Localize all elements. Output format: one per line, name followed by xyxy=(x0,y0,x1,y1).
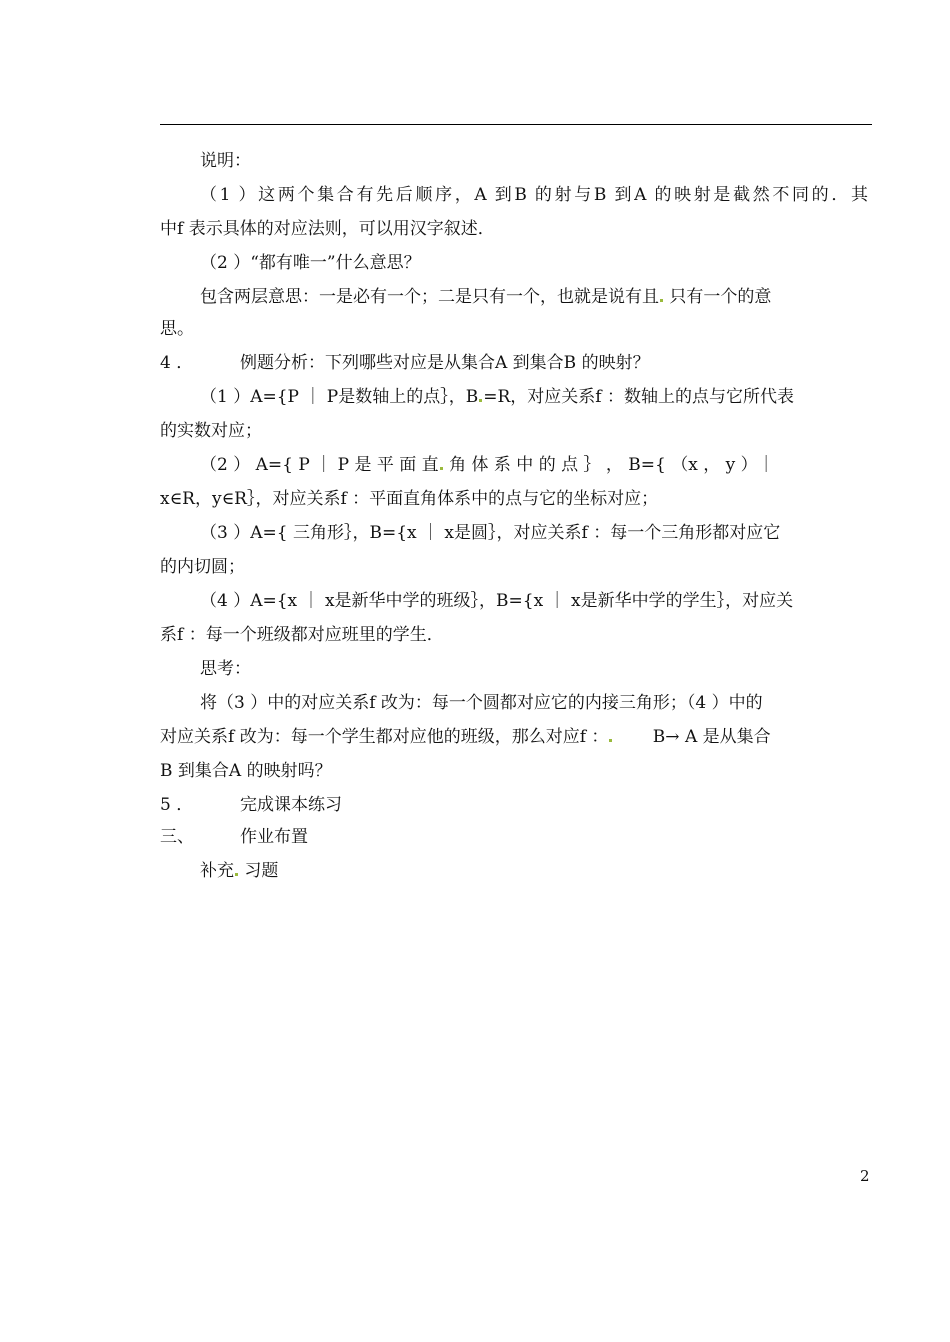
text-line xyxy=(200,386,794,408)
text-line: （4 ）A={x ｜ x是新华中学的班级｝，B={x ｜ x是新华中学的学生｝，对应关 xyxy=(200,591,794,611)
text-segment: 补充 xyxy=(200,861,234,881)
marker-dot xyxy=(479,399,482,402)
text-segment: 只有一个的意 xyxy=(669,287,772,307)
header-rule xyxy=(160,124,872,125)
text-line: 完成课本练习 xyxy=(240,795,342,815)
text-line: 将（3 ）中的对应关系f 改为：每一个圆都对应它的内接三角形；（4 ）中的 xyxy=(200,693,763,713)
text-line: （1 ）这两个集合有先后顺序，A 到B 的射与B 到A 的映射是截然不同的．其 xyxy=(200,185,868,205)
text-segment: B→ A 是从集合 xyxy=(652,727,771,747)
page-number: 2 xyxy=(860,1167,870,1185)
marker-dot xyxy=(440,467,443,470)
text-line: 系f ：每一个班级都对应班里的学生． xyxy=(160,625,444,645)
text-segment: 对应关系f 改为：每一个学生都对应他的班级，那么对应f ： xyxy=(160,727,609,747)
text-line xyxy=(160,726,771,748)
text-line: 的内切圆； xyxy=(160,557,245,577)
marker-dot xyxy=(609,739,612,742)
text-line: 思考： xyxy=(200,659,251,679)
text-segment: 习题 xyxy=(244,861,279,881)
text-segment: =R，对应关系f ：数轴上的点与它所代表 xyxy=(483,387,794,407)
marker-dot xyxy=(660,299,663,302)
text-segment: 角 体 系 中 的 点 ｝ ， B={ （x ， y ）｜ xyxy=(449,455,775,475)
marker-dot xyxy=(235,873,238,876)
text-line: 说明： xyxy=(200,151,251,171)
list-number: 5 ． xyxy=(160,795,194,815)
text-segment: （2 ） A={ P ｜ P 是 平 面 直 xyxy=(200,455,439,475)
text-line: （2 ）“都有唯一”什么意思？ xyxy=(200,253,421,273)
text-line: 思。 xyxy=(160,319,194,339)
list-number: 4 ． xyxy=(160,353,194,373)
text-segment: （1 ）A={P ｜ P是数轴上的点｝，B xyxy=(200,387,479,407)
text-line: B 到集合A 的映射吗？ xyxy=(160,761,332,781)
text-line xyxy=(200,860,278,882)
text-line: 例题分析：下列哪些对应是从集合A 到集合B 的映射？ xyxy=(240,353,650,373)
section-number: 三、 xyxy=(160,827,194,847)
text-line xyxy=(200,454,775,476)
text-line: 中f 表示具体的对应法则，可以用汉字叙述． xyxy=(160,219,495,239)
text-line xyxy=(200,286,771,308)
section-title: 作业布置 xyxy=(240,827,308,847)
text-segment: 包含两层意思：一是必有一个；二是只有一个，也就是说有且 xyxy=(200,287,659,307)
text-line: x∈R，y∈R｝，对应关系f ：平面直角体系中的点与它的坐标对应； xyxy=(160,489,659,509)
text-line: （3 ）A={ 三角形｝，B={x ｜ x是圆｝，对应关系f ：每一个三角形都对应它 xyxy=(200,523,781,543)
text-line: 的实数对应； xyxy=(160,421,262,441)
